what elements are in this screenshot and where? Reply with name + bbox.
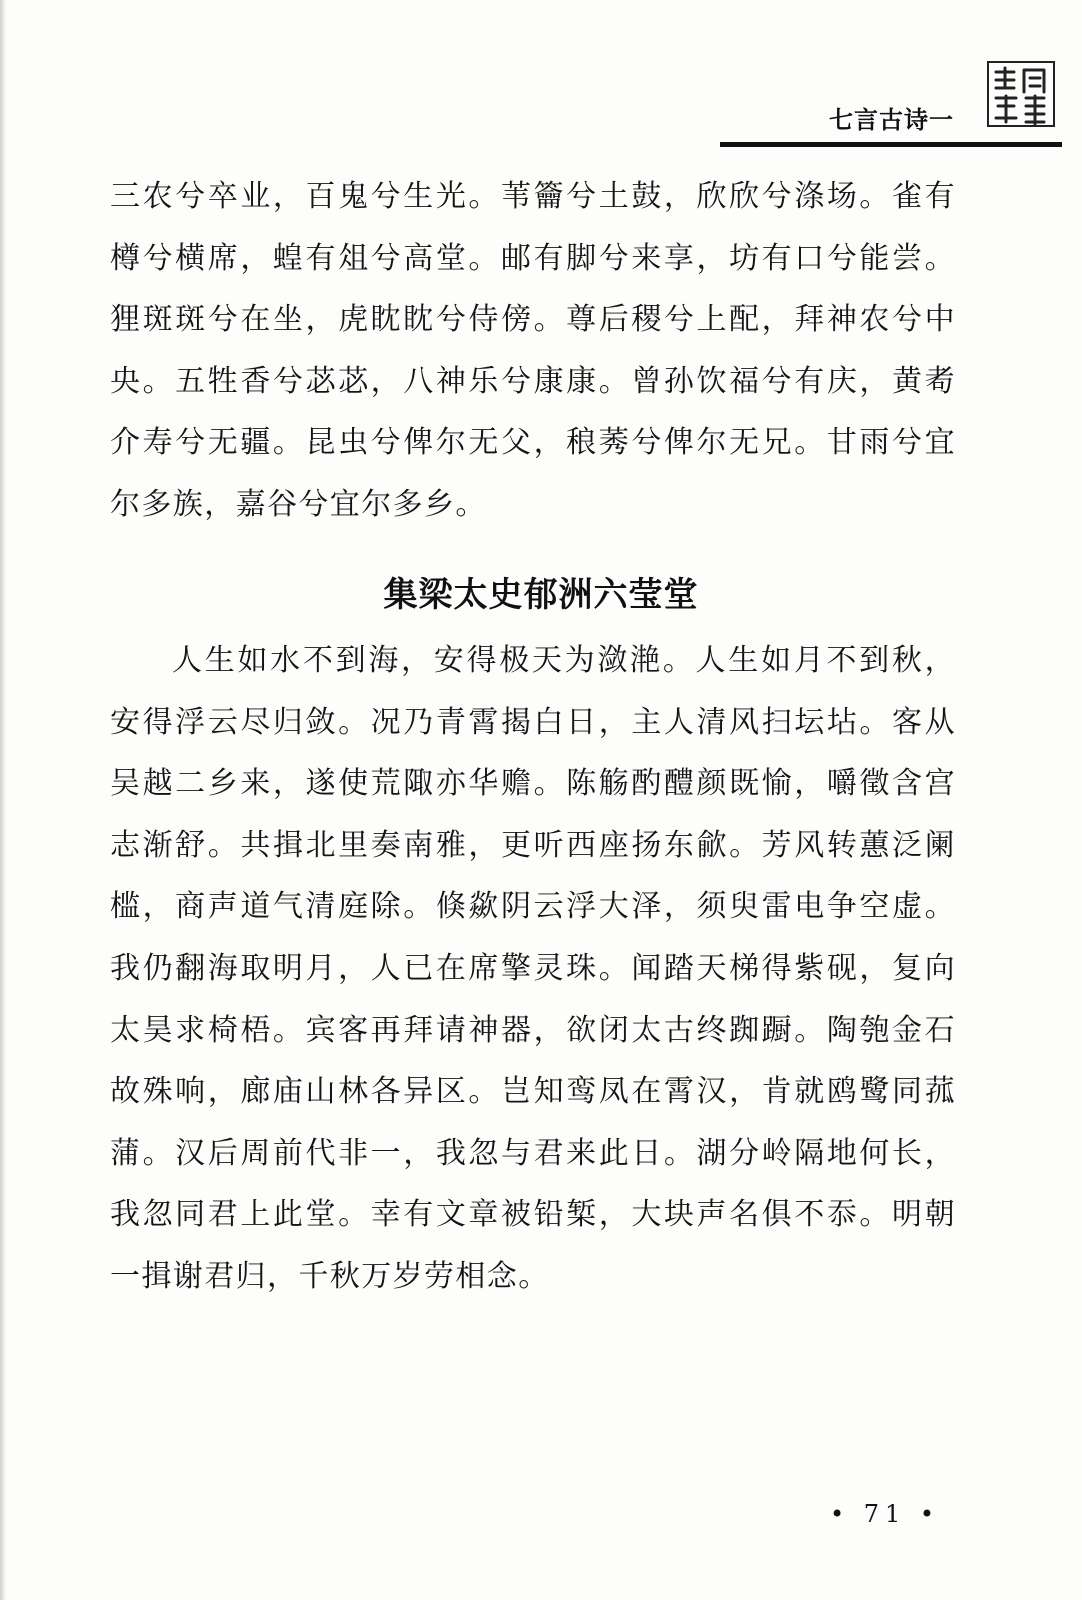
header-rule: [720, 142, 1062, 147]
seal-stamp-icon: [986, 60, 1056, 128]
running-header-title: 七言古诗一: [829, 106, 954, 134]
poem-title: 集梁太史郁洲六莹堂: [383, 575, 699, 615]
page-number: • 71 •: [829, 1500, 941, 1528]
body-paragraph-1: 三农兮卒业，百鬼兮生光。苇籥兮土鼓，欣欣兮涤场。雀有樽兮横席，蝗有俎兮高堂。邮有脚兮来享，坊有口兮能尝。狸斑斑兮在坐，虎眈眈兮侍傍。尊后稷兮上配，拜神农兮中央。五牲香兮苾苾，八神乐兮康康。曾孙饮福兮有庆，黄耇介寿兮无疆。昆虫兮俾尔无父，稂莠兮俾尔无兄。甘雨兮宜尔多族，嘉谷兮宜尔多乡。: [110, 179, 956, 522]
page-binding-shadow: [0, 0, 6, 1600]
body-paragraph-2: 人生如水不到海，安得极天为潋滟。人生如月不到秋，安得浮云尽归敛。况乃青霄揭白日，主人清风扫坛坫。客从吴越二乡来，遂使荒陬亦华赡。陈觞酌醴颜既愉，嚼徵含宫志渐舒。共揖北里奏南雅，更听西座扬东歈。芳风转蕙泛阑槛，商声道气清庭除。倏歘阴云浮大泽，须臾雷电争空虚。我仍翻海取明月，人已在席擎灵珠。闻踏天梯得紫砚，复向太昊求椅梧。宾客再拜请神器，欲闭太古终踟蹰。陶匏金石故殊响，廊庙山林各异区。岂知鸾凤在霄汉，肯就鸥鹭同菰蒲。汉后周前代非一，我忽与君来此日。湖分岭隔地何长，我忽同君上此堂。幸有文章被铅椠，大块声名俱不忝。明朝一揖谢君归，千秋万岁劳相念。: [110, 643, 956, 1294]
